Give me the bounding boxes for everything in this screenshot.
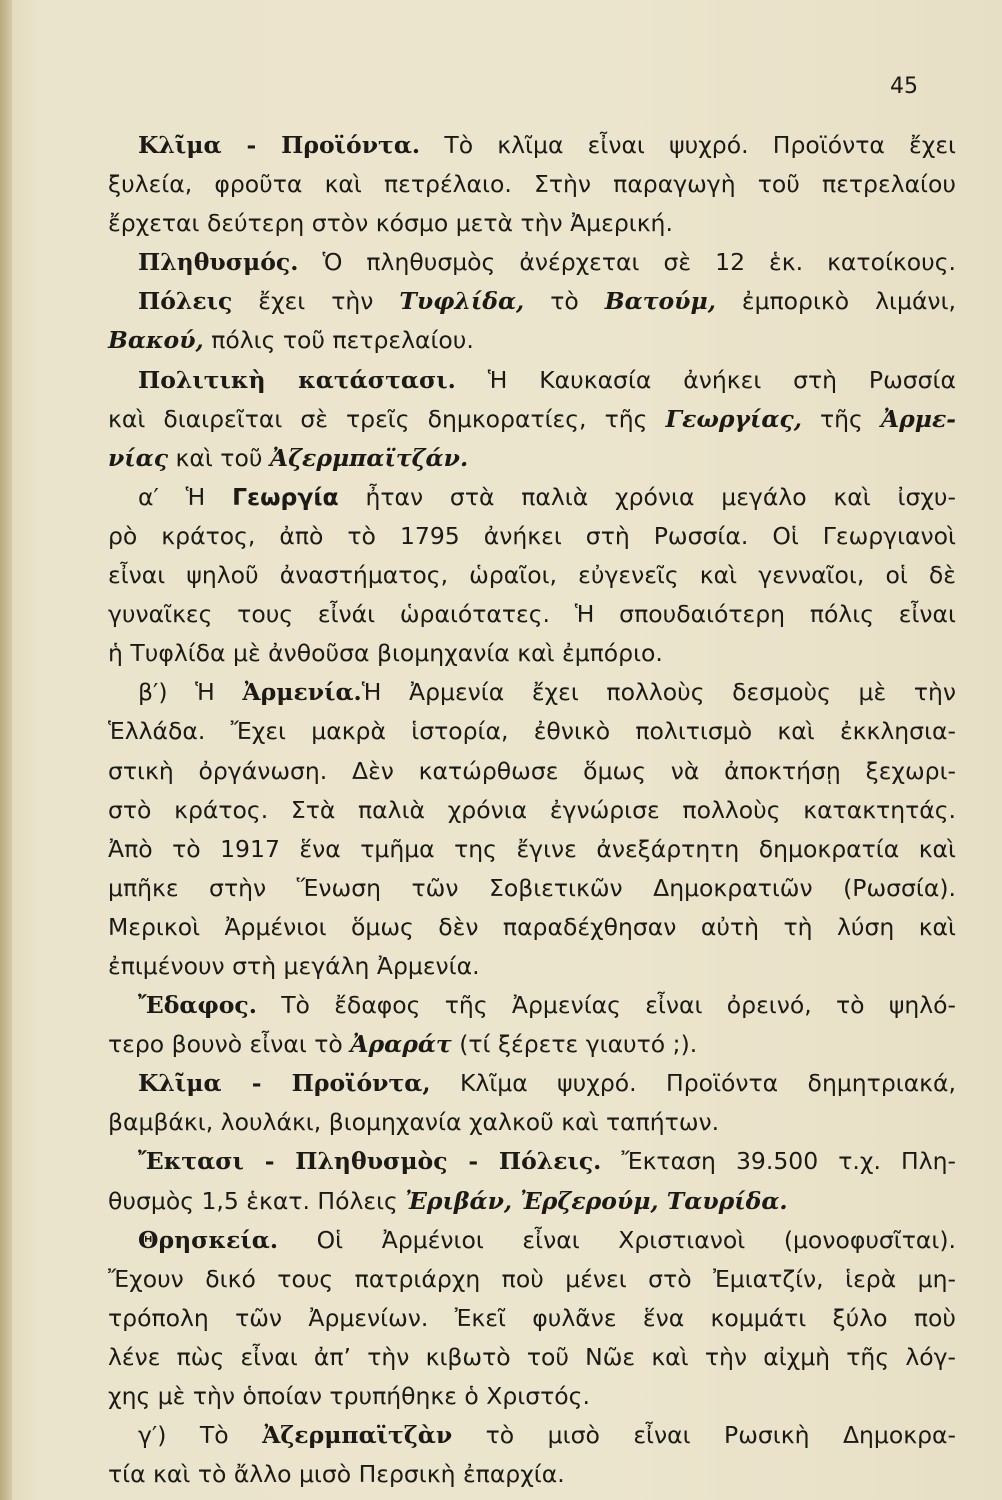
body-text: Ἔχουν δικό τους πατριάρχη ποὺ μένει στὸ Ἐμιατζίν, ἱερὰ μη- bbox=[108, 1264, 956, 1293]
text-line bbox=[108, 1103, 956, 1142]
body-text: Κλῖμα ψυχρό. Προϊόντα δημητριακά, bbox=[430, 1069, 956, 1098]
body-text: Τὸ κλῖμα εἶναι ψυχρό. Προϊόντα ἔχει bbox=[420, 131, 956, 159]
text-line bbox=[108, 282, 956, 321]
body-text: βαμβάκι, λουλάκι, βιομηχανία χαλκοῦ καὶ ταπήτων. bbox=[108, 1108, 720, 1137]
body-text: τὸ μισὸ εἶναι Ρωσικὴ Δημοκρα- bbox=[452, 1421, 956, 1450]
body-text: Τὸ ἔδαφος τῆς Ἀρμενίας εἶναι ὀρεινό, τὸ ψηλό- bbox=[256, 991, 956, 1020]
text-line bbox=[108, 712, 956, 751]
emphasized-text: Βατούμ, bbox=[604, 287, 716, 316]
text-line bbox=[108, 791, 956, 830]
body-text: γ′) Τὸ bbox=[138, 1421, 263, 1450]
body-text: ἐπιμένουν στὴ μεγάλη Ἀρμενία. bbox=[108, 951, 480, 980]
emphasized-text: Ἀρμενία. bbox=[242, 678, 362, 707]
body-text: ἔχει τὴν bbox=[232, 287, 400, 316]
body-text: Ἑλλάδα. Ἔχει μακρὰ ἱστορία, ἐθνικὸ πολιτισμὸ καὶ ἐκκλησια- bbox=[108, 717, 956, 746]
body-text: θυσμὸς 1,5 ἑκατ. Πόλεις bbox=[108, 1186, 406, 1215]
text-line bbox=[108, 869, 956, 908]
emphasized-text: Βακού, bbox=[108, 326, 204, 355]
emphasized-text: Πολιτικὴ κατάστασι. bbox=[138, 365, 456, 394]
text-line bbox=[108, 321, 956, 360]
body-text: Μερικοὶ Ἀρμένιοι ὅμως δὲν παραδέχθησαν αὐτὴ τὴ λύση καὶ bbox=[108, 912, 956, 941]
text-line bbox=[108, 1182, 956, 1221]
text-line bbox=[108, 1377, 956, 1416]
body-text: τερο βουνὸ εἶναι τὸ bbox=[108, 1030, 351, 1059]
body-text: καὶ τοῦ bbox=[168, 443, 270, 472]
emphasized-text: Κλῖμα - Προϊόντα, bbox=[138, 1069, 431, 1098]
body-text: ξυλεία, φροῦτα καὶ πετρέλαιο. Στὴν παραγωγὴ τοῦ πετρελαίου bbox=[108, 170, 956, 199]
body-text: Ἡ Ἀρμενία ἔχει πολλοὺς δεσμοὺς μὲ τὴν bbox=[361, 678, 956, 707]
body-text: ἦταν στὰ παλιὰ χρόνια μεγάλο καὶ ἰσχυ- bbox=[338, 482, 956, 511]
page-body-text bbox=[108, 126, 956, 1494]
text-line bbox=[108, 1025, 956, 1064]
text-line bbox=[108, 478, 956, 517]
emphasized-text: Ἔκτασι - Πληθυσμὸς - Πόλεις. bbox=[138, 1147, 602, 1176]
text-line bbox=[108, 439, 956, 478]
body-text: Ὁ πληθυσμὸς ἀνέρχεται σὲ 12 ἑκ. κατοίκους. bbox=[298, 248, 956, 277]
body-text: μπῆκε στὴν Ἕνωση τῶν Σοβιετικῶν Δημοκρατιῶν (Ρωσσία). bbox=[108, 873, 956, 902]
emphasized-text: Ἀζερμπαϊτζάν. bbox=[269, 443, 469, 472]
text-line bbox=[108, 361, 956, 400]
text-line bbox=[108, 986, 956, 1025]
body-text: β′) Ἡ bbox=[138, 678, 243, 707]
body-text: Ἀπὸ τὸ 1917 ἕνα τμῆμα της ἔγινε ἀνεξάρτητη δημοκρατία καὶ bbox=[108, 834, 956, 863]
text-line bbox=[108, 243, 956, 282]
text-line bbox=[108, 673, 956, 712]
body-text: χης μὲ τὴν ὁποίαν τρυπήθηκε ὁ Χριστός. bbox=[108, 1382, 590, 1410]
emphasized-text: Ἀρμε- bbox=[880, 404, 956, 433]
text-line bbox=[108, 1455, 956, 1494]
book-gutter bbox=[0, 0, 12, 1500]
body-text: τῆς bbox=[801, 404, 881, 433]
page-number: 45 bbox=[890, 74, 918, 99]
emphasized-text: Ἀραράτ bbox=[350, 1030, 452, 1059]
text-line bbox=[108, 1142, 956, 1181]
body-text: Οἱ Ἀρμένιοι εἶναι Χριστιανοὶ (μονοφυσῖται). bbox=[278, 1225, 956, 1254]
text-line bbox=[108, 204, 956, 243]
body-text: τρόπολη τῶν Ἀρμενίων. Ἐκεῖ φυλᾶνε ἕνα κομμάτι ξύλο ποὺ bbox=[108, 1303, 956, 1332]
text-line bbox=[108, 595, 956, 634]
emphasized-text: Γεωργίας, bbox=[665, 404, 802, 433]
emphasized-text: Πόλεις bbox=[138, 287, 233, 316]
body-text: α′ Ἡ bbox=[138, 482, 233, 511]
emphasized-text: Πληθυσμός. bbox=[138, 248, 299, 277]
body-text: (τί ξέρετε γιαυτό ;). bbox=[451, 1030, 698, 1059]
text-line bbox=[108, 556, 956, 595]
body-text: ἔρχεται δεύτερη στὸν κόσμο μετὰ τὴν Ἀμερική. bbox=[108, 209, 673, 238]
body-text: γυναῖκες τους εἶνάι ὡραιότατες. Ἡ σπουδαιότερη πόλις εἶναι bbox=[108, 600, 956, 629]
text-line bbox=[108, 1260, 956, 1299]
body-text: ρὸ κράτος, ἀπὸ τὸ 1795 ἀνήκει στὴ Ρωσσία. Οἱ Γεωργιανοὶ bbox=[108, 521, 956, 550]
body-text: Ἔκταση 39.500 τ.χ. Πλη- bbox=[601, 1147, 956, 1176]
emphasized-text: Ἐριβάν, Ἐρζερούμ, Ταυρίδα. bbox=[405, 1186, 788, 1215]
body-text: τία καὶ τὸ ἄλλο μισὸ Περσικὴ ἐπαρχία. bbox=[108, 1460, 565, 1489]
emphasized-text: Ἔδαφος. bbox=[138, 991, 257, 1020]
body-text: εἶναι ψηλοῦ ἀναστήματος, ὡραῖοι, εὐγενεῖς καὶ γενναῖοι, οἱ δὲ bbox=[108, 561, 956, 590]
text-line bbox=[108, 1338, 956, 1377]
body-text: καὶ διαιρεῖται σὲ τρεῖς δημκορατίες, τῆς bbox=[108, 404, 666, 433]
text-line bbox=[108, 830, 956, 869]
text-line bbox=[108, 1221, 956, 1260]
text-line bbox=[108, 517, 956, 556]
text-line bbox=[108, 1416, 956, 1455]
text-line bbox=[108, 752, 956, 791]
text-line bbox=[108, 634, 956, 673]
emphasized-text: Ἀζερμπαϊτζὰν bbox=[262, 1421, 453, 1450]
text-line bbox=[108, 908, 956, 947]
body-text: πόλις τοῦ πετρελαίου. bbox=[203, 326, 474, 355]
body-text: ἡ Τυφλίδα μὲ ἀνθοῦσα βιομηχανία καὶ ἐμπόριο. bbox=[108, 639, 663, 668]
text-line bbox=[108, 1299, 956, 1338]
body-text: ἐμπορικὸ λιμάνι, bbox=[715, 287, 956, 316]
emphasized-text: Θρησκεία. bbox=[138, 1225, 279, 1254]
text-line bbox=[108, 947, 956, 986]
body-text: λένε πὼς εἶναι ἀπ’ τὴν κιβωτὸ τοῦ Νῶε καὶ τὴν αἰχμὴ τῆς λόγ- bbox=[108, 1342, 956, 1371]
emphasized-text: νίας bbox=[108, 443, 169, 472]
body-text: στὸ κράτος. Στὰ παλιὰ χρόνια ἐγνώρισε πολλοὺς κατακτητάς. bbox=[108, 795, 956, 824]
body-text: στικὴ ὀργάνωση. Δὲν κατώρθωσε ὅμως νὰ ἀποκτήσῃ ξεχωρι- bbox=[108, 756, 956, 785]
emphasized-text: Γεωργία bbox=[232, 482, 339, 511]
emphasized-text: Κλῖμα - Προϊόντα. bbox=[138, 131, 421, 159]
emphasized-text: Τυφλίδα, bbox=[399, 287, 525, 316]
text-line bbox=[108, 126, 956, 165]
text-line bbox=[108, 1064, 956, 1103]
body-text: Ἡ Καυκασία ἀνήκει στὴ Ρωσσία bbox=[455, 365, 956, 394]
text-line bbox=[108, 400, 956, 439]
text-line bbox=[108, 165, 956, 204]
body-text: τὸ bbox=[524, 287, 605, 316]
